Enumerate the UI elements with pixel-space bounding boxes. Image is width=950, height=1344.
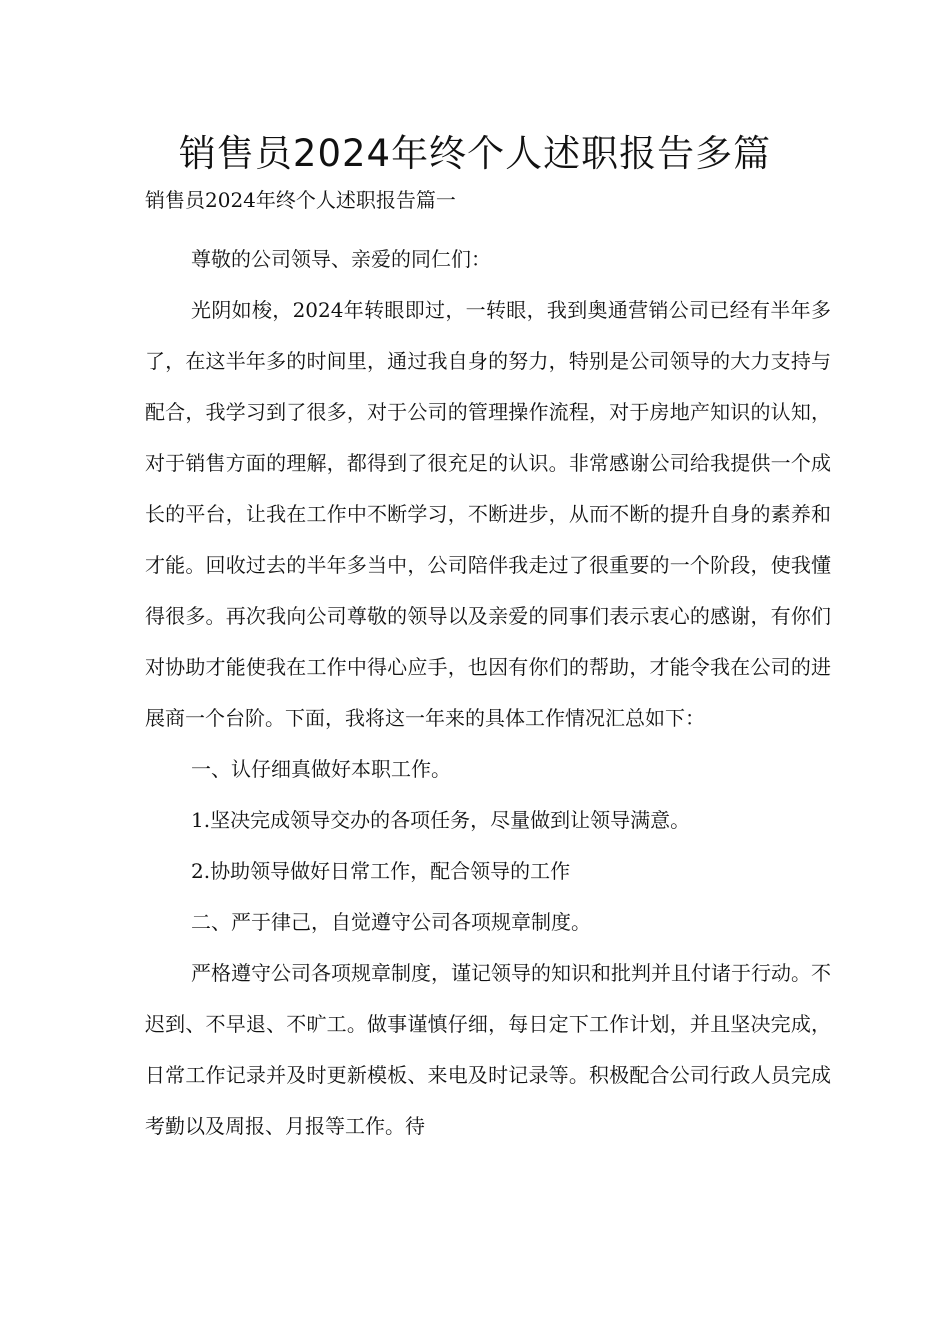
section-subtitle: 销售员2024年终个人述职报告篇一 bbox=[145, 188, 456, 212]
document-title: 销售员2024年终个人述职报告多篇 bbox=[178, 132, 772, 175]
list-item-2: 2.协助领导做好日常工作，配合领导的工作 bbox=[191, 859, 571, 883]
paragraph-discipline: 严格遵守公司各项规章制度，谨记领导的知识和批判并且付诸于行动。不迟到、不早退、不旷工。做事谨慎仔细，每日定下工作计划，并且坚决完成，日常工作记录并及时更新模板、来电及时记录等。积极配合公司行政人员完成考勤以及周报、月报等工作。待 bbox=[145, 961, 831, 1138]
paragraph-intro: 光阴如梭，2024年转眼即过，一转眼，我到奥通营销公司已经有半年多了，在这半年多的时间里，通过我自身的努力，特别是公司领导的大力支持与配合，我学习到了很多，对于公司的管理操作流程，对于房地产知识的认知，对于销售方面的理解，都得到了很充足的认识。非常感谢公司给我提供一个成长的平台，让我在工作中不断学习，不断进步，从而不断的提升自身的素养和才能。回收过去的半年多当中，公司陪伴我走过了很重要的一个阶段，使我懂得很多。再次我向公司尊敬的领导以及亲爱的同事们表示衷心的感谢，有你们对协助才能使我在工作中得心应手，也因有你们的帮助，才能令我在公司的进展商一个台阶。下面，我将这一年来的具体工作情况汇总如下： bbox=[145, 298, 831, 730]
paragraph-salutation: 尊敬的公司领导、亲爱的同仁们： bbox=[191, 247, 491, 271]
section-heading-two: 二、严于律己，自觉遵守公司各项规章制度。 bbox=[191, 910, 591, 934]
section-heading-one: 一、认仔细真做好本职工作。 bbox=[191, 757, 451, 781]
list-item-1: 1.坚决完成领导交办的各项任务，尽量做到让领导满意。 bbox=[191, 808, 691, 832]
document-body bbox=[145, 234, 831, 1152]
